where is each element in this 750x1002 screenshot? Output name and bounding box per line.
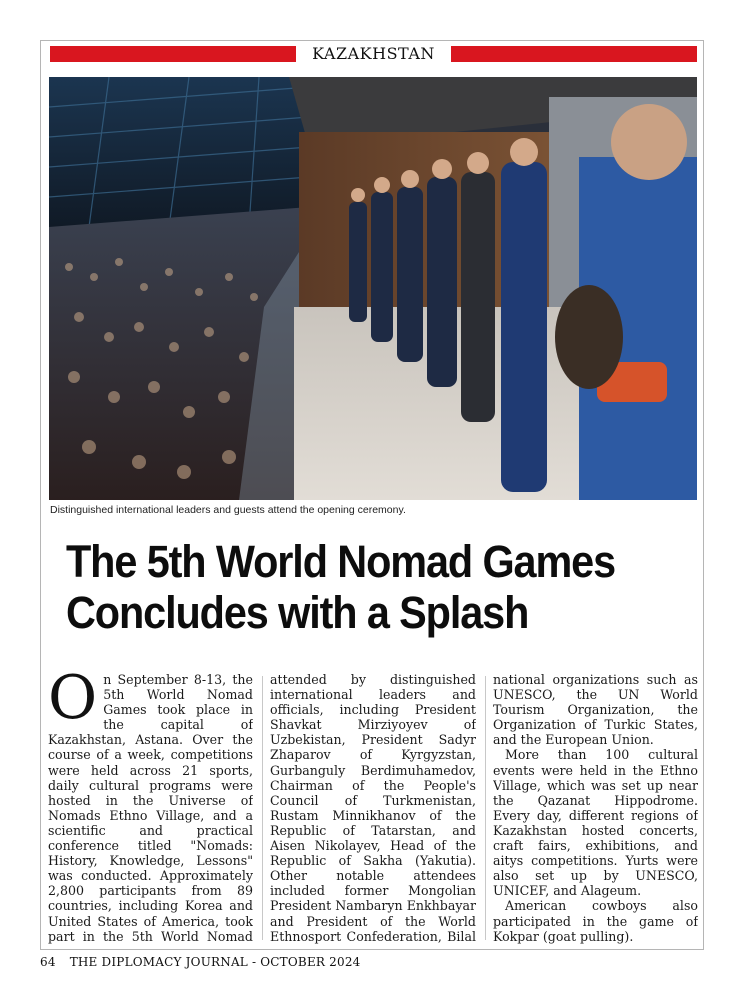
article-column-2: [270, 672, 476, 944]
article-headline: [66, 536, 646, 638]
paragraph: national organizations such as UNESCO, the UN World Tourism Organization, the Organization of Turkic States, and the European Union.: [493, 672, 698, 748]
photo-caption: Distinguished international leaders and guests attend the opening ceremony.: [50, 504, 406, 516]
article-column-1: [48, 672, 253, 944]
journal-name: THE DIPLOMACY JOURNAL - OCTOBER 2024: [69, 955, 361, 969]
ceremony-photo: [49, 77, 697, 500]
header-band-right: [451, 46, 697, 62]
page-number: 64: [40, 955, 56, 969]
column-rule: [485, 676, 486, 940]
paragraph: attended by distinguished international leaders and officials, including President Shavkat Mirziyoyev of Uzbekistan, President Sadyr Zhaparov of Kyrgyzstan, Gurbanguly Berdimuhamedov, Chairman of the People's Council of Turkmenistan, Rustam Minnikhanov of the Republic of Tatarstan, and Aisen Nikolayev, Head of the Republic of Sakha (Yakutia). Other notable attendees included former Mongolian President Nambaryn Enkhbayar and President of the World Ethnosport Confederation, Bilal: [270, 672, 476, 944]
paragraph: [48, 672, 253, 944]
column-rule: [262, 676, 263, 940]
header-band-left: [50, 46, 296, 62]
article-column-3: [493, 672, 698, 944]
page-footer: [40, 955, 371, 969]
drop-cap: O: [48, 672, 98, 733]
headline-line-2: Concludes with a Splash: [66, 587, 529, 638]
section-label: KAZAKHSTAN: [312, 44, 435, 63]
headline-line-1: The 5th World Nomad Games: [66, 536, 616, 587]
paragraph: More than 100 cultural events were held in the Ethno Village, which was set up near the Qazanat Hippodrome. Every day, different regions of Kazakhstan hosted concerts, craft fairs, exhibitions, and aitys competitions. Yurts were also set up by UNESCO, UNICEF, and Alageum.: [493, 747, 698, 899]
paragraph-text: n September 8-13, the 5th World Nomad Games took place in the capital of Kazakhstan, Astana. Over the course of a week, competitions were held across 21 sports, daily cultural programs were hosted in the Universe of Nomads Ethno Village, and a scientific and practical conference titled "Nomads: History, Knowledge, Lessons" was conducted. Approximately 2,800 participants from 89 countries, including Korea and United States of America, took part in the 5th World Nomad: [48, 672, 253, 944]
paragraph: American cowboys also participated in the game of Kokpar (goat pulling).: [493, 898, 698, 944]
